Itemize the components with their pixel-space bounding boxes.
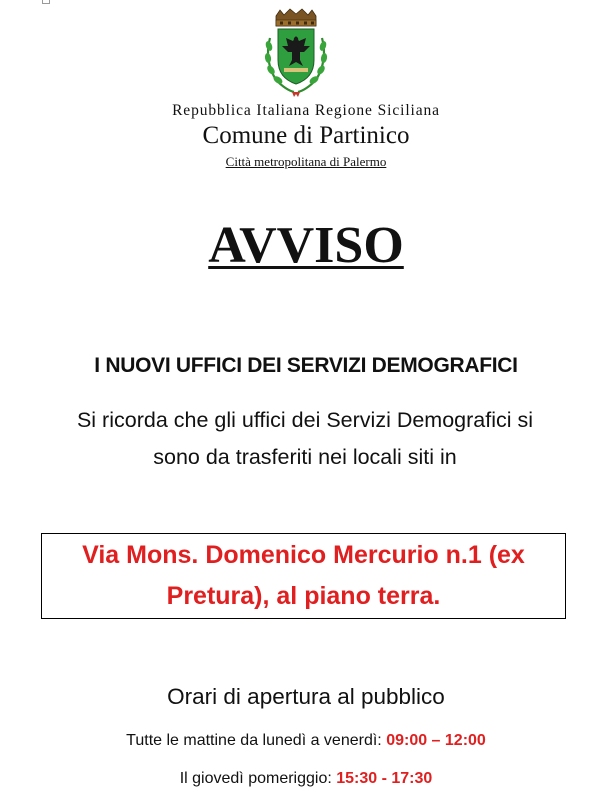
header-municipality-name: Comune di Partinico bbox=[202, 122, 410, 149]
header-metropolitan-city bbox=[0, 154, 612, 170]
address-line-1: Via Mons. Domenico Mercurio n.1 (ex bbox=[82, 541, 525, 569]
afternoon-hours-label: Il giovedì pomeriggio: bbox=[179, 770, 337, 787]
shield-icon bbox=[278, 29, 314, 84]
notice-title bbox=[0, 216, 612, 275]
address-line-2: Pretura), al piano terra. bbox=[166, 582, 441, 610]
notice-body-line-1: Si ricorda che gli uffici dei Servizi Demografici si bbox=[76, 408, 534, 432]
address-text bbox=[54, 535, 554, 617]
metropolitan-city-text: Città metropolitana di Palermo bbox=[225, 154, 387, 169]
morning-hours-line bbox=[0, 732, 612, 750]
afternoon-hours-line bbox=[0, 770, 612, 788]
notice-body-line-2: sono da trasferiti nei locali siti in bbox=[153, 445, 457, 469]
coat-of-arms-emblem bbox=[262, 8, 330, 98]
page-corner-marker bbox=[42, 0, 50, 4]
crown-icon bbox=[276, 9, 316, 26]
morning-hours-time: 09:00 – 12:00 bbox=[386, 732, 486, 749]
opening-hours-title: Orari di apertura al pubblico bbox=[167, 684, 445, 709]
notice-title-text: AVVISO bbox=[208, 217, 404, 274]
notice-subtitle: I NUOVI UFFICI DEI SERVIZI DEMOGRAFICI bbox=[94, 354, 518, 377]
header-republic-region: Repubblica Italiana Regione Siciliana bbox=[172, 102, 440, 119]
notice-body bbox=[40, 402, 570, 476]
morning-hours-label: Tutte le mattine da lunedì a venerdì: bbox=[126, 732, 387, 749]
afternoon-hours-time: 15:30 - 17:30 bbox=[336, 770, 433, 787]
address-box bbox=[41, 533, 566, 619]
